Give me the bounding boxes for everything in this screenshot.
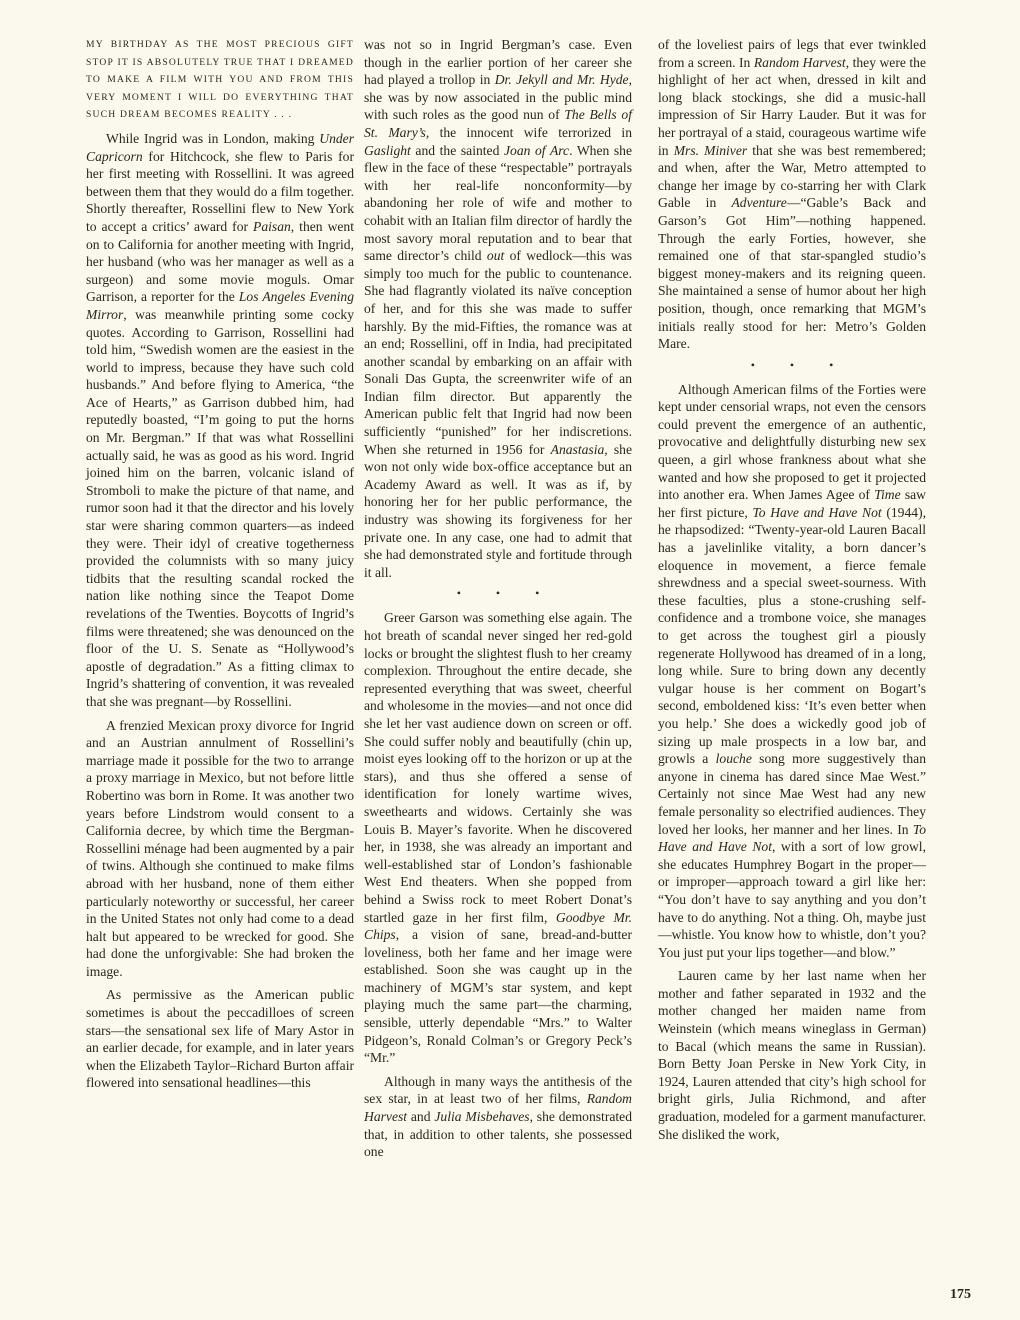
page-number: 175 <box>950 1287 971 1302</box>
paragraph: While Ingrid was in London, making Under Capricorn for Hitchcock, she flew to Paris for her first meeting with Rossellini. It was agreed between them that they would do a film together. Shortly thereafter, Rossellini flew to New York to accept a critics’ award for Paisan, then went on to California for another meeting with Ingrid, her husband (who was her manager as well as a surgeon) and some movie moguls. Omar Garrison, a reporter for the Los Angeles Evening Mirror, was meanwhile printing some cocky quotes. According to Garrison, Rossellini had told him, “Swedish women are the easiest in the world to impress, because they have such cold husbands.” And before flying to America, “the Ace of Hearts,” as Garrison dubbed him, had reputedly boasted, “I’m going to put the horns on Mr. Bergman.” If that was what Rossellini actually said, he was as good as his word. Ingrid joined him on the barren, volcanic island of Stromboli to make the picture of that name, and rumor soon had it that the director and his lovely star were sharing common quarters—as indeed they were. Their idyl of creative togetherness provided the columnists with so many juicy tidbits that the resulting scandal rocked the nation like nothing since the Teapot Dome revelations of the Twenties. Boycotts of Ingrid’s films were threatened; she was denounced on the floor of the U. S. Senate as “Hollywood’s apostle of degradation.” As a fitting climax to Ingrid’s shattering of convention, it was revealed that she was pregnant—by Rossellini. <box>86 130 354 709</box>
paragraph: Although in many ways the antithesis of the sex star, in at least two of her films, Random Harvest and Julia Misbehaves, she demonstrated that, in addition to other talents, she possessed one <box>364 1073 632 1160</box>
paragraph: Although American films of the Forties were kept under censorial wraps, not even the censors could prevent the emergence of an authentic, provocative and delightfully disturbing new sex queen, a girl whose frankness about what she wanted and how she proposed to get it projected into another era. When James Agee of Time saw her first picture, To Have and Have Not (1944), he rhapsodized: “Twenty-year-old Lauren Bacall has a javelinlike vitality, a born dancer’s eloquence in movement, a fierce female shrewdness and a special sweet-sourness. With these faculties, plus a stone-crushing self-confidence and a trombone voice, she manages to get across the toughest girl a piously regenerate Hollywood has dreamed of in a long, long while. Sure to bring down any decently vulgar house is her comment on Bogart’s second, emboldened kiss: ‘It’s even better when you help.’ She does a wickedly good job of sizing up male prospects in a low bar, and growls a louche song more suggestively than anyone in cinema has dared since Mae West.” Certainly not since Mae West had any new female personality so electrified audiences. They loved her looks, her manner and her lines. In To Have and Have Not, with a sort of low growl, she educates Humphrey Bogart in the proper—or improper—approach toward a girl like her: “You don’t have to say anything and you don’t have to do anything. Not a thing. Oh, maybe just—whistle. You know how to whistle, don’t you? You just put your lips together—and blow.” <box>658 381 926 960</box>
column-3 <box>658 36 926 1143</box>
paragraph: Greer Garson was something else again. The hot breath of scandal never singed her red-gold locks or brought the slightest flush to her creamy complexion. Throughout the entire decade, she represented everything that was sweet, cheerful and wholesome in the movies—and not once did she let her vast audience down on screen or off. She could suffer nobly and beautifully (chin up, moist eyes looking off to the horizon or up at the stars), and thus she offered a sense of identification for lonely wartime wives, sweethearts and widows. Certainly she was Louis B. Mayer’s favorite. When he discovered her, in 1938, she was already an important and well-established star of London’s fashionable West End theaters. When she popped from behind a Swiss rock to meet Robert Donat’s startled gaze in her first film, Goodbye Mr. Chips, a vision of sane, bread-and-butter loveliness, both her fame and her image were established. Soon she was caught up in the machinery of MGM’s star system, and kept playing much the same part—the charming, sensible, utterly dependable “Mrs.” to Walter Pidgeon’s, Ronald Colman’s or Gregory Peck’s “Mr.” <box>364 610 632 1066</box>
paragraph: A frenzied Mexican proxy divorce for Ingrid and an Austrian annulment of Rossellini’s marriage made it possible for the two to arrange a proxy marriage in Mexico, but not before little Robertino was born in Rome. It was another two years before Lindstrom would consent to a California decree, by which time the Bergman-Rossellini ménage had been augmented by a pair of twins. Although she continued to make films abroad with her husband, none of them either particularly noteworthy or successful, her career in the United States not only had come to a dead halt but appeared to be wrecked for good. She had done the unforgivable: She had broken the image. <box>86 717 354 979</box>
section-separator: • • • <box>456 586 556 601</box>
column-2 <box>364 36 632 1161</box>
paragraph: Lauren came by her last name when her mother and father separated in 1932 and the mother changed her maiden name from Weinstein (which means wineglass in German) to Bacal (which means the same in Russian). Born Betty Joan Perske in New York City, in 1924, Lauren attended that city’s high school for bright girls, Julia Richmond, and after graduation, modeled for a garment manufacturer. She disliked the work, <box>658 968 926 1142</box>
telegram-epigraph: MY BIRTHDAY AS THE MOST PRECIOUS GIFT STOP IT IS ABSOLUTELY TRUE THAT I DREAMED TO MAKE A FILM WITH YOU AND FROM THIS VERY MOMENT I WILL DO EVERYTHING THAT SUCH DREAM BECOMES REALITY . . . <box>86 39 354 121</box>
paragraph-continued: was not so in Ingrid Bergman’s case. Even though in the earlier portion of her career she had played a trollop in Dr. Jekyll and Mr. Hyde, she was by now associated in the public mind with such roles as the good nun of The Bells of St. Mary’s, the innocent wife terrorized in Gaslight and the sainted Joan of Arc. When she flew in the face of these “respectable” portrayals with her real-life nonconformity—by abandoning her role of wife and mother to cohabit with an Italian film director of hardly the most savory moral reputation and to bear that same director’s child out of wedlock—this was simply too much for the public to countenance. She had flagrantly violated its naïve conception of her, and for this she was made to suffer harshly. By the mid-Fifties, the romance was at an end; Rossellini, off in India, had precipitated another scandal by embarking on an affair with Sonali Das Gupta, the screenwriter wife of an Indian film director. But apparently the American public felt that Ingrid had now been sufficiently “punished” for her indiscretions. When she returned in 1956 for Anastasia, she won not only wide box-office acceptance but an Academy Award as well. It was as if, by honoring her for her public performance, the industry was showing its forgiveness for her private one. In any case, one had to admit that she had demonstrated style and fortitude through it all. <box>364 37 632 580</box>
column-1 <box>86 36 354 1092</box>
section-separator: • • • <box>750 357 850 372</box>
paragraph: As permissive as the American public sometimes is about the peccadilloes of screen stars—the sensational sex life of Mary Astor in an earlier decade, for example, and in later years when the Elizabeth Taylor–Richard Burton affair flowered into sensational headlines—this <box>86 987 354 1091</box>
paragraph-continued: of the loveliest pairs of legs that ever twinkled from a screen. In Random Harvest, they were the highlight of her act when, dressed in kilt and long black stockings, she did a music-hall impression of Sir Harry Lauder. But it was for her portrayal of a staid, courageous wartime wife in Mrs. Miniver that she was best remembered; and when, after the War, Metro attempted to change her image by co-starring her with Clark Gable in Adventure—“Gable’s Back and Garson’s Got Him”—nothing happened. Through the early Forties, however, she remained one of that star-spangled studio’s biggest money-makers and its reigning queen. She maintained a sense of humor about her high position, though, once remarking that MGM’s initials really stood for her: Metro’s Golden Mare. <box>658 37 926 352</box>
